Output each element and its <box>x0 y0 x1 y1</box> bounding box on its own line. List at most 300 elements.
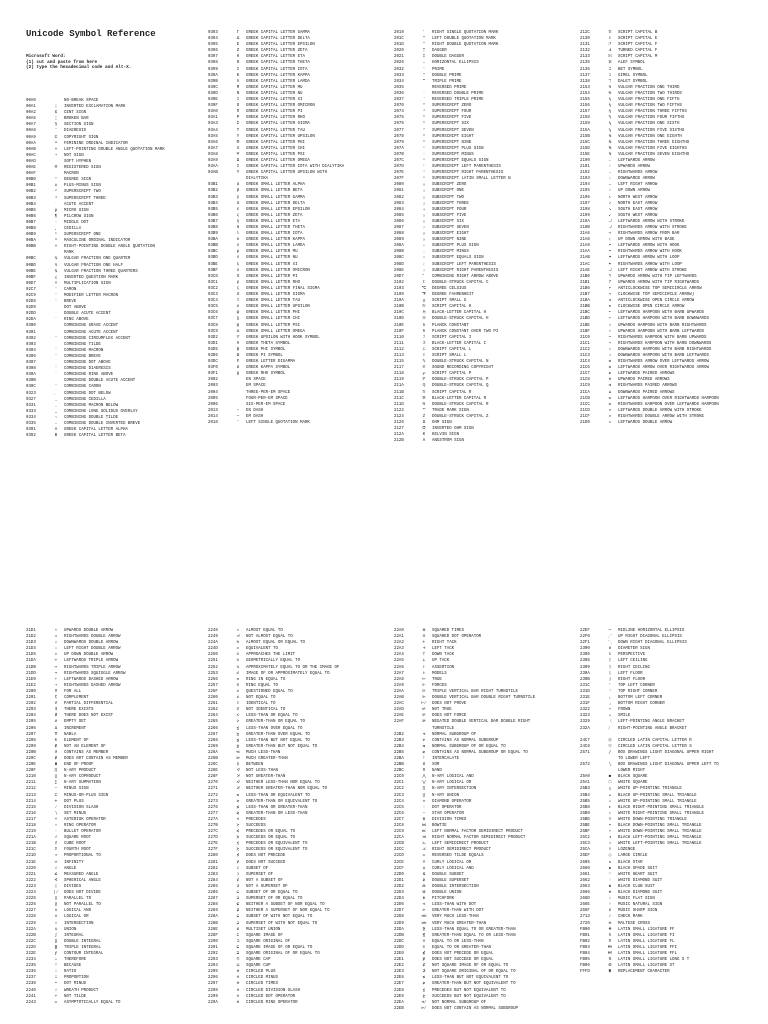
symbol-name: UNION <box>64 927 77 932</box>
symbol-code: 2202 <box>26 702 36 707</box>
symbol-code: 2109 <box>394 293 404 298</box>
symbol-name: LATIN SMALL LIGATURE LONG S T <box>618 958 690 963</box>
symbol-column-bottom-2 <box>208 628 386 1006</box>
symbol-glyph: ⋣ <box>422 970 426 975</box>
symbol-code: 220C <box>26 756 36 761</box>
symbol-name: GREEK RHO SYMBOL <box>246 372 286 377</box>
symbol-code: 227C <box>208 830 218 835</box>
symbol-name: RIGHT-POINTING DOUBLE ANGLE QUOTATION <box>64 245 155 250</box>
symbol-glyph: ℧ <box>422 427 426 432</box>
symbol-glyph: ⌈ <box>608 659 612 664</box>
symbol-name: BLACK SQUARE <box>618 775 648 780</box>
symbol-glyph: ⇁ <box>608 341 612 346</box>
symbol-name: SUPERSCRIPT RIGHT PARENTHESIS <box>432 171 504 176</box>
symbol-code: 2252 <box>208 665 218 670</box>
symbol-code: 00A1 <box>26 105 36 110</box>
symbol-code: 03B9 <box>208 232 218 237</box>
symbol-glyph: ⋐ <box>422 872 426 877</box>
symbol-glyph: ⁰ <box>422 104 426 109</box>
symbol-name: SCRIPT CAPITAL P <box>432 372 472 377</box>
symbol-glyph: ≲ <box>236 793 240 798</box>
symbol-code: 00BD <box>26 263 36 268</box>
symbol-name: REGISTERED SIGN <box>64 166 101 171</box>
symbol-code: 266D <box>580 897 590 902</box>
symbol-code: 2138 <box>580 79 590 84</box>
symbol-code: 22DA <box>394 927 404 932</box>
symbol-code: 22EA <box>394 1000 404 1005</box>
symbol-code: 2208 <box>26 738 36 743</box>
symbol-code: 00BC <box>26 257 36 262</box>
symbol-glyph: 〈 <box>607 720 613 725</box>
symbol-code: 00BF <box>26 275 36 280</box>
symbol-name: DOES NOT FORCE <box>432 714 467 719</box>
symbol-code: 2277 <box>208 811 218 816</box>
symbol-glyph: ⁼ <box>422 158 426 163</box>
symbol-name: SUBSCRIPT EIGHT <box>432 232 469 237</box>
symbol-name: SUPERSCRIPT SIX <box>432 122 469 127</box>
symbol-code: 2571 <box>580 750 590 755</box>
symbol-name: RIGHTWARDS DOUBLE ARROW <box>64 635 121 640</box>
symbol-glyph: ₉ <box>422 238 426 243</box>
symbol-name: BLACK-LETTER CAPITAL R <box>432 396 487 401</box>
symbol-glyph: ⁽ <box>422 165 426 170</box>
symbol-glyph: ≁ <box>54 994 58 999</box>
symbol-glyph: ⊙ <box>236 994 240 999</box>
symbol-glyph: ⇐ <box>608 421 612 425</box>
symbol-glyph: ® <box>54 166 58 171</box>
symbol-glyph: ⅓ <box>608 85 612 90</box>
symbol-code: 03B1 <box>208 183 218 188</box>
symbol-glyph: ≉ <box>236 635 240 640</box>
symbol-code: 00A7 <box>26 123 36 128</box>
symbol-name: SUBSCRIPT LEFT PARENTHESIS <box>432 262 496 267</box>
symbol-name: PILCROW SIGN <box>64 214 94 219</box>
symbol-code: 25A0 <box>580 775 590 780</box>
symbol-code: 201C <box>394 37 404 42</box>
symbol-glyph: ▾ <box>608 824 612 828</box>
symbol-code: 2292 <box>208 951 218 956</box>
symbol-code: 2256 <box>208 677 218 682</box>
symbol-name: SCRIPT CAPITAL M <box>618 55 658 60</box>
symbol-name: TURNSTILE <box>432 726 455 731</box>
symbol-name: COMBINING GRAVE ACCENT <box>64 324 119 329</box>
symbol-code: 2221 <box>26 872 36 877</box>
symbol-name: COMBINING DIAERESIS <box>64 367 111 372</box>
symbol-glyph: ⋦ <box>422 976 426 981</box>
symbol-code: 21DB <box>26 665 36 670</box>
symbol-code: 2191 <box>580 165 590 170</box>
symbol-code: 03A3 <box>208 122 218 127</box>
symbol-code: 211A <box>394 384 404 389</box>
symbol-code: 25BE <box>580 824 590 828</box>
symbol-glyph: ⊯ <box>422 720 426 725</box>
symbol-code: 2260 <box>208 696 218 701</box>
symbol-row <box>394 438 572 444</box>
symbol-glyph: ϑ <box>236 341 240 346</box>
symbol-glyph: ⊲ <box>422 732 426 737</box>
symbol-code: 2211 <box>26 781 36 786</box>
symbol-glyph: ₎ <box>422 268 426 273</box>
symbol-name: RIGHTWARDS DOUBLE ARROW WITH STROKE <box>618 414 704 419</box>
symbol-name: ASTERISK OPERATOR <box>64 817 106 822</box>
symbol-glyph: Ξ <box>236 98 240 103</box>
symbol-glyph: ₋ <box>422 250 426 255</box>
symbol-glyph: ↑ <box>608 165 612 170</box>
symbol-code: 211D <box>394 402 404 407</box>
symbol-code: 2078 <box>394 134 404 139</box>
symbol-name: NEITHER LESS-THAN NOR EQUAL TO <box>246 781 320 786</box>
symbol-name: GREEK CAPITAL LETTER IOTA <box>246 67 308 72</box>
symbol-code: 22D3 <box>394 891 404 896</box>
symbol-code: 2112 <box>394 347 404 352</box>
symbol-name: RIGHTWARDS ARROW WITH LOOP <box>618 262 682 267</box>
symbol-glyph: ≺ <box>236 817 240 822</box>
symbol-glyph: ε <box>236 207 240 212</box>
symbol-code: 22AB <box>394 696 404 701</box>
symbol-name: SUCCEEDS BUT NOT EQUIVALENT TO <box>432 994 506 999</box>
symbol-name: HORIZONTAL ELLIPSIS <box>432 61 479 66</box>
symbol-code: 21AE <box>580 268 590 273</box>
symbol-code: 227D <box>208 836 218 841</box>
symbol-name: MUSIC FLAT SIGN <box>618 897 655 902</box>
symbol-name: ANTICLOCKWISE OPEN CIRCLE ARROW <box>618 299 695 304</box>
symbol-glyph: ∷ <box>54 976 58 981</box>
symbol-glyph: ↛ <box>608 226 612 230</box>
symbol-code: 21AB <box>580 256 590 261</box>
symbol-glyph: ⊤ <box>422 653 426 658</box>
symbol-glyph: Α <box>54 428 58 433</box>
symbol-name: VULGAR FRACTION SEVEN EIGHTHS <box>618 152 690 157</box>
symbol-name: DOES NOT PRECEDE <box>246 854 286 859</box>
symbol-name: BREVE <box>64 300 77 305</box>
symbol-glyph: ℐ <box>423 335 425 340</box>
symbol-glyph: ₆ <box>422 219 426 224</box>
symbol-glyph: ⋡ <box>422 958 426 963</box>
symbol-code: 207C <box>394 158 404 163</box>
symbol-name: LESS-THAN OR GREATER-THAN <box>246 805 308 810</box>
symbol-name: WHITE RIGHT-POINTING SMALL TRIANGLE <box>618 811 704 816</box>
symbol-code: 0308 <box>26 367 36 372</box>
symbol-code: 215A <box>580 128 590 133</box>
symbol-code: 03BE <box>208 262 218 267</box>
symbol-code: 2037 <box>394 98 404 103</box>
symbol-glyph: ≢ <box>236 708 240 713</box>
symbol-code: 2226 <box>26 903 36 908</box>
symbol-name: GIMEL SYMBOL <box>618 73 648 78</box>
symbol-name: GREATER-THAN EQUAL TO OR LESS-THAN <box>432 933 516 938</box>
symbol-glyph: ﬅ <box>608 958 612 963</box>
symbol-name: DOUBLE-STRUCK CAPITAL C <box>432 280 489 285</box>
symbol-glyph: ³ <box>54 196 58 201</box>
symbol-code: 2111 <box>394 341 404 346</box>
symbol-glyph: ⊎ <box>236 927 240 932</box>
symbol-code: 2287 <box>208 897 218 902</box>
symbol-code: 03A9 <box>208 158 218 163</box>
symbol-code: 2192 <box>580 171 590 176</box>
symbol-code: 207A <box>394 146 404 151</box>
symbol-name: SCRIPT SMALL L <box>432 353 467 358</box>
symbol-code: 2222 <box>26 878 36 883</box>
symbol-glyph: ℝ <box>422 402 426 407</box>
symbol-glyph: Π <box>236 110 240 115</box>
symbol-glyph: ₊ <box>422 244 426 249</box>
symbol-glyph: ↪ <box>608 250 612 255</box>
symbol-name: MUSIC NATURAL SIGN <box>618 903 663 908</box>
symbol-name: GREEK SMALL LETTER PHI <box>246 311 301 316</box>
symbol-glyph: ⋑ <box>422 878 426 883</box>
symbol-glyph: ≑ <box>236 659 240 664</box>
symbol-code: 21BE <box>580 323 590 328</box>
symbol-name: LESS-THAN BUT NOT EQUIVALENT TO <box>432 976 509 981</box>
symbol-name: DOUBLE-STRUCK CAPITAL P <box>432 378 489 383</box>
symbol-glyph: ⋌ <box>421 848 427 853</box>
symbol-name: PLUS-MINUS SIGN <box>64 184 101 189</box>
symbol-glyph: ‷ <box>422 98 426 103</box>
intro-line: (2) type the hexadecimal code and Alt-X. <box>26 65 132 71</box>
symbol-code: 00BE <box>26 269 36 274</box>
symbol-name: LESS-THAN OR EQUIVALENT TO <box>246 793 310 798</box>
symbol-name: MINUS-OR-PLUS SIGN <box>64 793 109 798</box>
symbol-code: 22A2 <box>394 641 404 646</box>
symbol-code: 2018 <box>208 421 218 425</box>
symbol-code: 2236 <box>26 970 36 975</box>
symbol-name: VULGAR FRACTION ONE SIXTH <box>618 122 680 127</box>
symbol-code: 039A <box>208 73 218 78</box>
symbol-glyph: ⊥ <box>422 659 426 664</box>
symbol-code: 00BB <box>26 245 36 250</box>
symbol-code: 2225 <box>26 897 36 902</box>
symbol-glyph: ⋱ <box>607 641 613 646</box>
symbol-name: SOUTH WEST ARROW <box>618 213 658 218</box>
symbol-name: LATIN SMALL LIGATURE FI <box>618 933 675 938</box>
symbol-glyph: ℶ <box>608 67 612 72</box>
symbol-code: 00A2 <box>26 111 36 116</box>
symbol-name: ALMOST EQUAL TO <box>246 629 283 633</box>
symbol-glyph: χ <box>236 317 240 322</box>
symbol-glyph: ∙ <box>54 830 58 835</box>
symbol-name: GREEK CAPITAL LETTER ALPHA <box>64 428 128 433</box>
symbol-glyph: † <box>422 49 426 54</box>
symbol-code: 21DD <box>26 671 36 676</box>
symbol-name: GREEK CAPITAL LETTER OMICRON <box>246 104 315 109</box>
symbol-glyph: ▸ <box>608 805 612 810</box>
symbol-glyph: ‴ <box>422 79 426 84</box>
symbol-glyph: ∮ <box>54 951 58 956</box>
symbol-name: NOT A SUBSET OF <box>246 878 283 883</box>
symbol-code: 230A <box>580 671 590 676</box>
symbol-glyph: ₄ <box>422 207 426 212</box>
symbol-code: 2213 <box>26 793 36 798</box>
symbol-glyph: ♮ <box>608 903 612 908</box>
symbol-glyph: ﬂ <box>608 939 612 944</box>
symbol-code: 22C6 <box>394 811 404 816</box>
symbol-name: RIGHTWARDS ARROW OVER LEFTWARDS ARROW <box>618 360 709 365</box>
symbol-glyph: ⁻ <box>422 152 426 157</box>
symbol-code: 25A1 <box>580 781 590 786</box>
symbol-code: 21D4 <box>26 647 36 652</box>
symbol-code: 2262 <box>208 708 218 713</box>
symbol-code: 225F <box>208 689 218 694</box>
symbol-name: NEITHER A SUBSET OF NOR EQUAL TO <box>246 903 325 908</box>
symbol-glyph: ⇈ <box>608 378 612 383</box>
symbol-glyph: ⅙ <box>608 122 612 127</box>
symbol-glyph: ∢ <box>54 878 58 883</box>
symbol-glyph: Ν <box>236 91 240 96</box>
symbol-name: RIGHT FLOOR <box>618 677 646 682</box>
symbol-glyph: ⊚ <box>236 1000 240 1005</box>
symbol-name: NOT SIGN <box>64 153 84 158</box>
symbol-glyph: α <box>236 183 240 188</box>
symbol-glyph: ⊭ <box>422 708 426 713</box>
symbol-name: MULTISET UNION <box>246 927 281 932</box>
symbol-name: SUPERSET OF WITH NOT EQUAL TO <box>246 921 318 926</box>
symbol-glyph: ″ <box>422 73 426 78</box>
symbol-name: VULGAR FRACTION ONE EIGHTH <box>618 134 682 139</box>
symbol-code: 207F <box>394 177 404 182</box>
symbol-code: 03A1 <box>208 116 218 121</box>
symbol-name: LATIN SMALL LIGATURE FFI <box>618 945 677 950</box>
symbol-name: GREEK CAPITAL LETTER GAMMA <box>246 31 310 35</box>
symbol-name: VULGAR FRACTION THREE EIGHTHS <box>618 140 690 145</box>
symbol-code: 22A5 <box>394 659 404 664</box>
symbol-glyph: ⇒ <box>54 635 58 640</box>
symbol-code: 220E <box>26 763 36 768</box>
symbol-glyph: ▽ <box>608 817 612 822</box>
symbol-code: 2218 <box>26 824 36 828</box>
symbol-glyph: ¾ <box>54 269 58 274</box>
symbol-glyph: ∥ <box>54 897 58 902</box>
symbol-glyph: ≧ <box>236 732 240 737</box>
symbol-name: COMBINING MACRON <box>64 348 104 353</box>
symbol-name: EMPTY SET <box>64 720 87 725</box>
symbol-glyph: Δ <box>236 37 240 42</box>
symbol-glyph: ⊋ <box>236 921 240 926</box>
symbol-glyph: ∶ <box>54 970 58 975</box>
symbol-glyph: ≬ <box>237 763 239 768</box>
symbol-code: 21BA <box>580 299 590 304</box>
symbol-name: GREEK PHI SYMBOL <box>246 347 286 352</box>
symbol-glyph: ⅝ <box>608 146 612 151</box>
symbol-glyph: ⌝ <box>608 689 612 694</box>
symbol-name: GREEK CAPITAL LETTER ZETA <box>246 49 308 54</box>
symbol-glyph: ⁶ <box>422 122 426 127</box>
symbol-code: 22B4 <box>394 744 404 749</box>
symbol-name: SET MINUS <box>64 811 87 816</box>
symbol-glyph: ⊪ <box>422 689 426 694</box>
symbol-glyph: λ <box>236 244 240 249</box>
symbol-name: DOT OPERATOR <box>432 805 462 810</box>
symbol-code: 21C4 <box>580 360 590 365</box>
symbol-glyph: Χ <box>236 146 240 151</box>
symbol-code: 2235 <box>26 964 36 969</box>
symbol-name: BOX DRAWINGS LIGHT DIAGONAL UPPER LEFT TO <box>618 763 719 768</box>
symbol-code: 2253 <box>208 671 218 676</box>
symbol-name: LESS-THAN OVER EQUAL TO <box>246 726 303 731</box>
symbol-code: 03BF <box>208 268 218 273</box>
symbol-glyph: ⋂ <box>422 787 426 792</box>
symbol-glyph: ﬄ <box>608 951 612 956</box>
symbol-code: 2282 <box>208 866 218 871</box>
symbol-glyph: Ζ <box>236 49 240 54</box>
symbol-code: 230B <box>580 677 590 682</box>
symbol-name: UP RIGHT DIAGONAL ELLIPSIS <box>618 635 682 640</box>
symbol-code: 00B8 <box>26 226 36 231</box>
symbol-glyph: κ <box>236 238 240 243</box>
symbol-code: 21CB <box>580 396 590 401</box>
symbol-code: 03A5 <box>208 134 218 139</box>
symbol-code: 25B8 <box>580 805 590 810</box>
symbol-glyph: ´ <box>54 202 58 207</box>
symbol-code: 21C2 <box>580 347 590 352</box>
symbol-name: BULLET OPERATOR <box>64 830 101 835</box>
symbol-code: 2153 <box>580 85 590 90</box>
symbol-code: 2154 <box>580 91 590 96</box>
symbol-name: SUBSCRIPT EQUALS SIGN <box>432 256 484 261</box>
symbol-name: SUBSCRIPT ONE <box>432 189 464 194</box>
symbol-code: 207E <box>394 171 404 176</box>
symbol-code: 2081 <box>394 189 404 194</box>
symbol-code: 2289 <box>208 909 218 914</box>
symbol-glyph: ℰ <box>608 37 612 42</box>
symbol-name: LEFTWARDS DOUBLE ARROW <box>618 421 673 425</box>
symbol-name: CUBE ROOT <box>64 842 87 847</box>
symbol-name: CONTAINS AS MEMBER <box>64 750 109 755</box>
symbol-name: SCRIPT CAPITAL H <box>432 305 472 310</box>
symbol-name: GREEK SMALL LETTER GAMMA <box>246 195 305 200</box>
symbol-code: 03C7 <box>208 317 218 322</box>
symbol-glyph: ⋠ <box>422 951 426 956</box>
symbol-code: 25B4 <box>580 793 590 798</box>
symbol-code: 0304 <box>26 348 36 353</box>
symbol-glyph: ⊒ <box>236 951 240 956</box>
symbol-glyph: ↱ <box>608 280 612 285</box>
symbol-code: 2257 <box>208 683 218 688</box>
symbol-code: 00AA <box>26 141 36 146</box>
symbol-glyph: □ <box>608 781 612 786</box>
symbol-name: CEDILLA <box>64 226 82 231</box>
symbol-glyph: ₀ <box>422 183 426 188</box>
symbol-glyph: ∪ <box>54 927 58 932</box>
symbol-code: 2228 <box>26 915 36 920</box>
symbol-name: IDENTICAL TO <box>246 702 276 707</box>
symbol-code: 21CC <box>580 402 590 407</box>
symbol-glyph: ⊖ <box>236 976 240 981</box>
symbol-code: 0399 <box>208 67 218 72</box>
symbol-code: 03AA <box>208 165 218 170</box>
symbol-glyph: ∃ <box>54 708 58 713</box>
symbol-name: MUSIC SHARP SIGN <box>618 909 658 914</box>
symbol-glyph: ⋀ <box>422 775 426 780</box>
symbol-glyph: ♦ <box>608 891 612 896</box>
symbol-code: 221C <box>26 848 36 853</box>
symbol-name: GREATER-THAN OVER EQUAL TO <box>246 732 310 737</box>
symbol-glyph: ⇕ <box>54 653 58 658</box>
symbol-code: 22E8 <box>394 988 404 993</box>
symbol-code: 2264 <box>208 714 218 719</box>
symbol-glyph: ≖ <box>236 677 240 682</box>
symbol-glyph: ﬁ <box>608 933 612 938</box>
symbol-name: RATIO <box>64 970 77 975</box>
symbol-name: DOUBLE UNION <box>432 891 462 896</box>
symbol-code: 212B <box>394 439 404 444</box>
symbol-name: LATIN SMALL LIGATURE ST <box>618 964 675 969</box>
symbol-code: 2269 <box>208 744 218 749</box>
symbol-name: GREEK PI SYMBOL <box>246 353 283 358</box>
symbol-name: SUBSCRIPT MINUS <box>432 250 469 255</box>
symbol-code: 22CC <box>394 848 404 853</box>
symbol-name: MACRON <box>64 172 79 177</box>
symbol-name: SUPERSET OF <box>246 872 274 877</box>
